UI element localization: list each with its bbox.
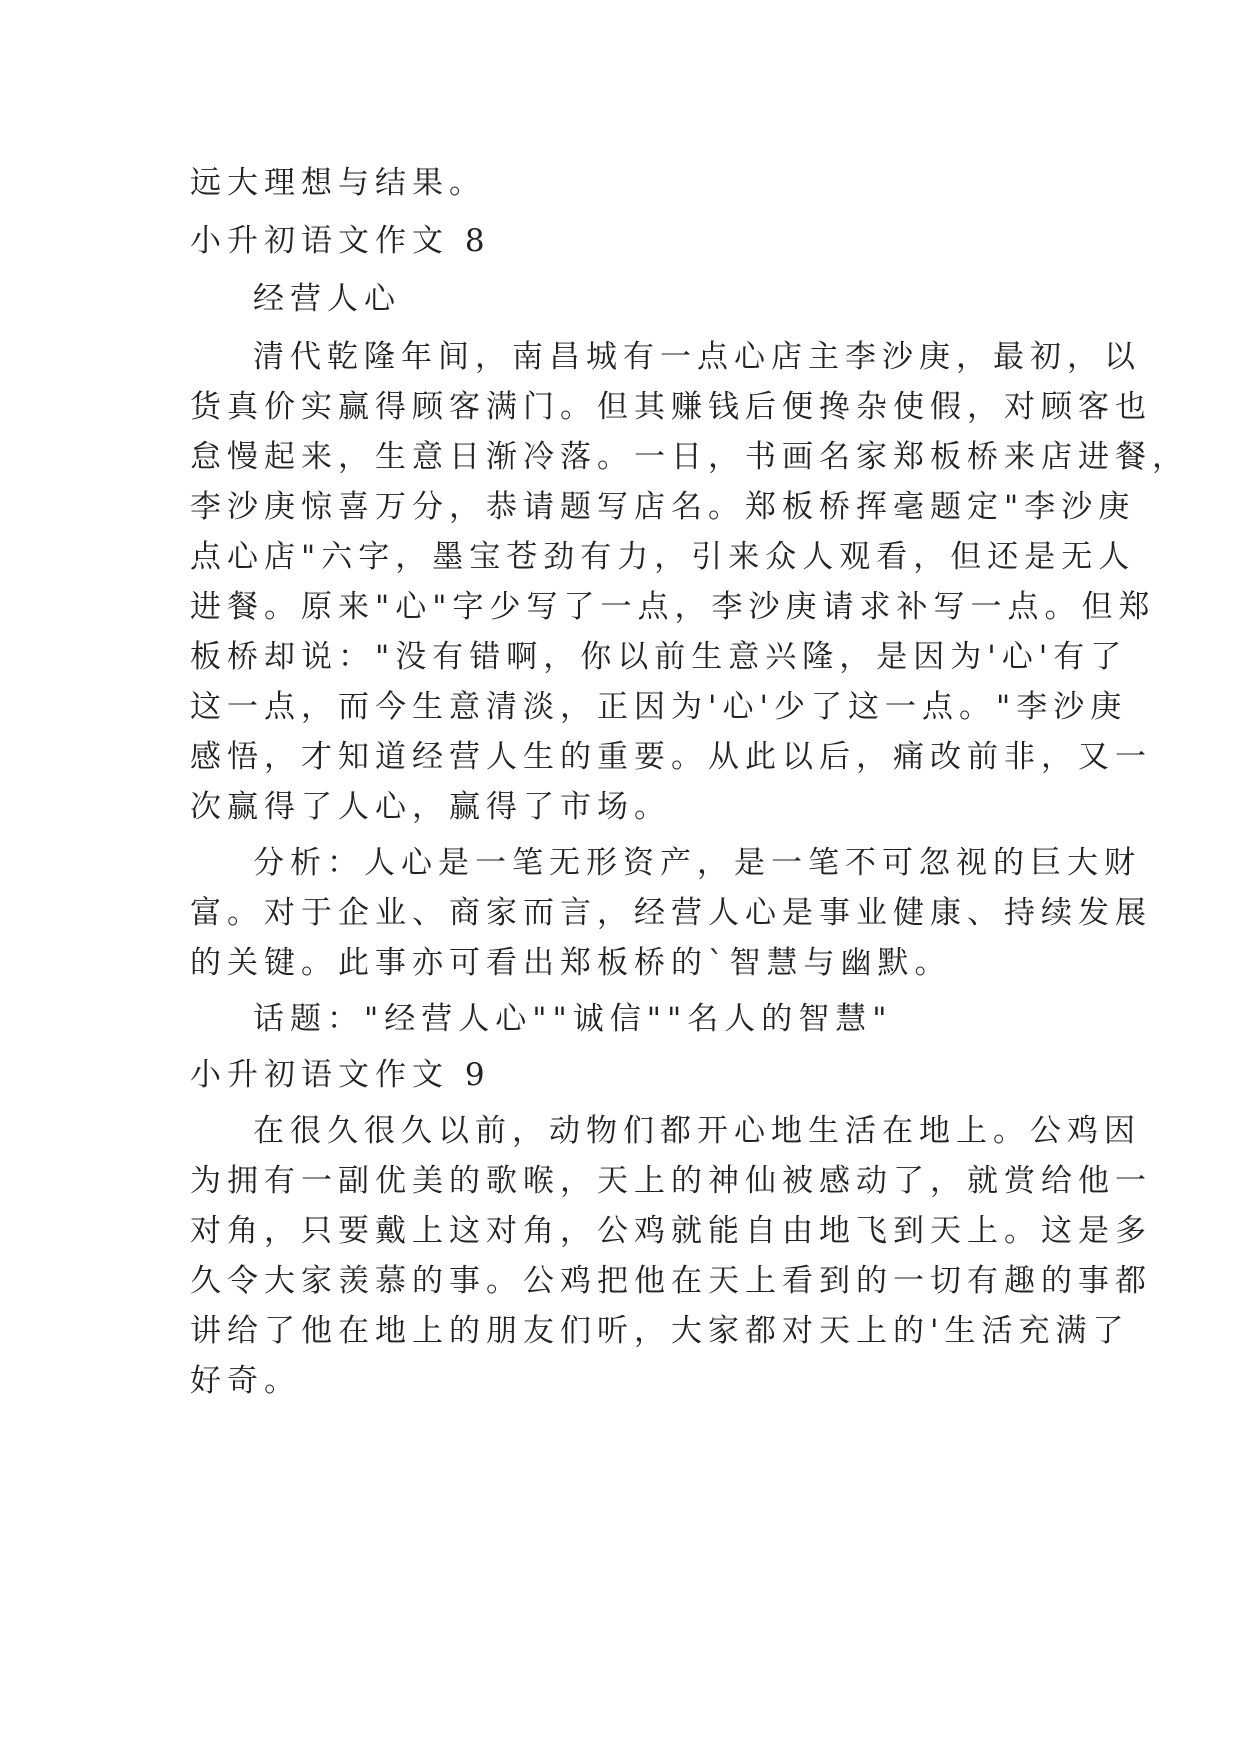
section-heading: 小升初语文作文 8 [190,223,491,259]
paragraph-line: 富。对于企业、商家而言，经营人心是事业健康、持续发展 [190,895,1152,931]
paragraph-line: 为拥有一副优美的歌喉，天上的神仙被感动了，就赏给他一 [190,1163,1152,1199]
paragraph-line: 的关键。此事亦可看出郑板桥的`智慧与幽默。 [190,945,952,981]
paragraph-line: 好奇。 [190,1363,301,1399]
topic-line: 话题："经营人心""诚信""名人的智慧" [253,1001,893,1037]
paragraph-line: 次赢得了人心，赢得了市场。 [190,789,671,825]
paragraph-line: 在很久很久以前，动物们都开心地生活在地上。公鸡因 [253,1113,1141,1149]
paragraph-line: 怠慢起来，生意日渐冷落。一日，书画名家郑板桥来店进餐， [190,439,1189,475]
paragraph-line: 分析：人心是一笔无形资产，是一笔不可忽视的巨大财 [253,845,1141,881]
essay-title: 经营人心 [253,281,401,317]
paragraph-line: 久令大家羡慕的事。公鸡把他在天上看到的一切有趣的事都 [190,1263,1152,1299]
section-heading: 小升初语文作文 9 [190,1057,491,1093]
paragraph-line: 感悟，才知道经营人生的重要。从此以后，痛改前非，又一 [190,739,1152,775]
text-line: 远大理想与结果。 [190,165,486,201]
paragraph-line: 讲给了他在地上的朋友们听，大家都对天上的'生活充满了 [190,1313,1130,1349]
paragraph-line: 货真价实赢得顾客满门。但其赚钱后便搀杂使假，对顾客也 [190,389,1152,425]
paragraph-line: 板桥却说："没有错啊，你以前生意兴隆，是因为'心'有了 [190,639,1128,675]
paragraph-line: 进餐。原来"心"字少写了一点，李沙庚请求补写一点。但郑 [190,589,1156,625]
paragraph-line: 清代乾隆年间，南昌城有一点心店主李沙庚，最初，以 [253,339,1141,375]
paragraph-line: 对角，只要戴上这对角，公鸡就能自由地飞到天上。这是多 [190,1213,1152,1249]
paragraph-line: 点心店"六字，墨宝苍劲有力，引来众人观看，但还是无人 [190,539,1136,575]
paragraph-line: 李沙庚惊喜万分，恭请题写店名。郑板桥挥毫题定"李沙庚 [190,489,1136,525]
paragraph-line: 这一点，而今生意清淡，正因为'心'少了这一点。"李沙庚 [190,689,1128,725]
